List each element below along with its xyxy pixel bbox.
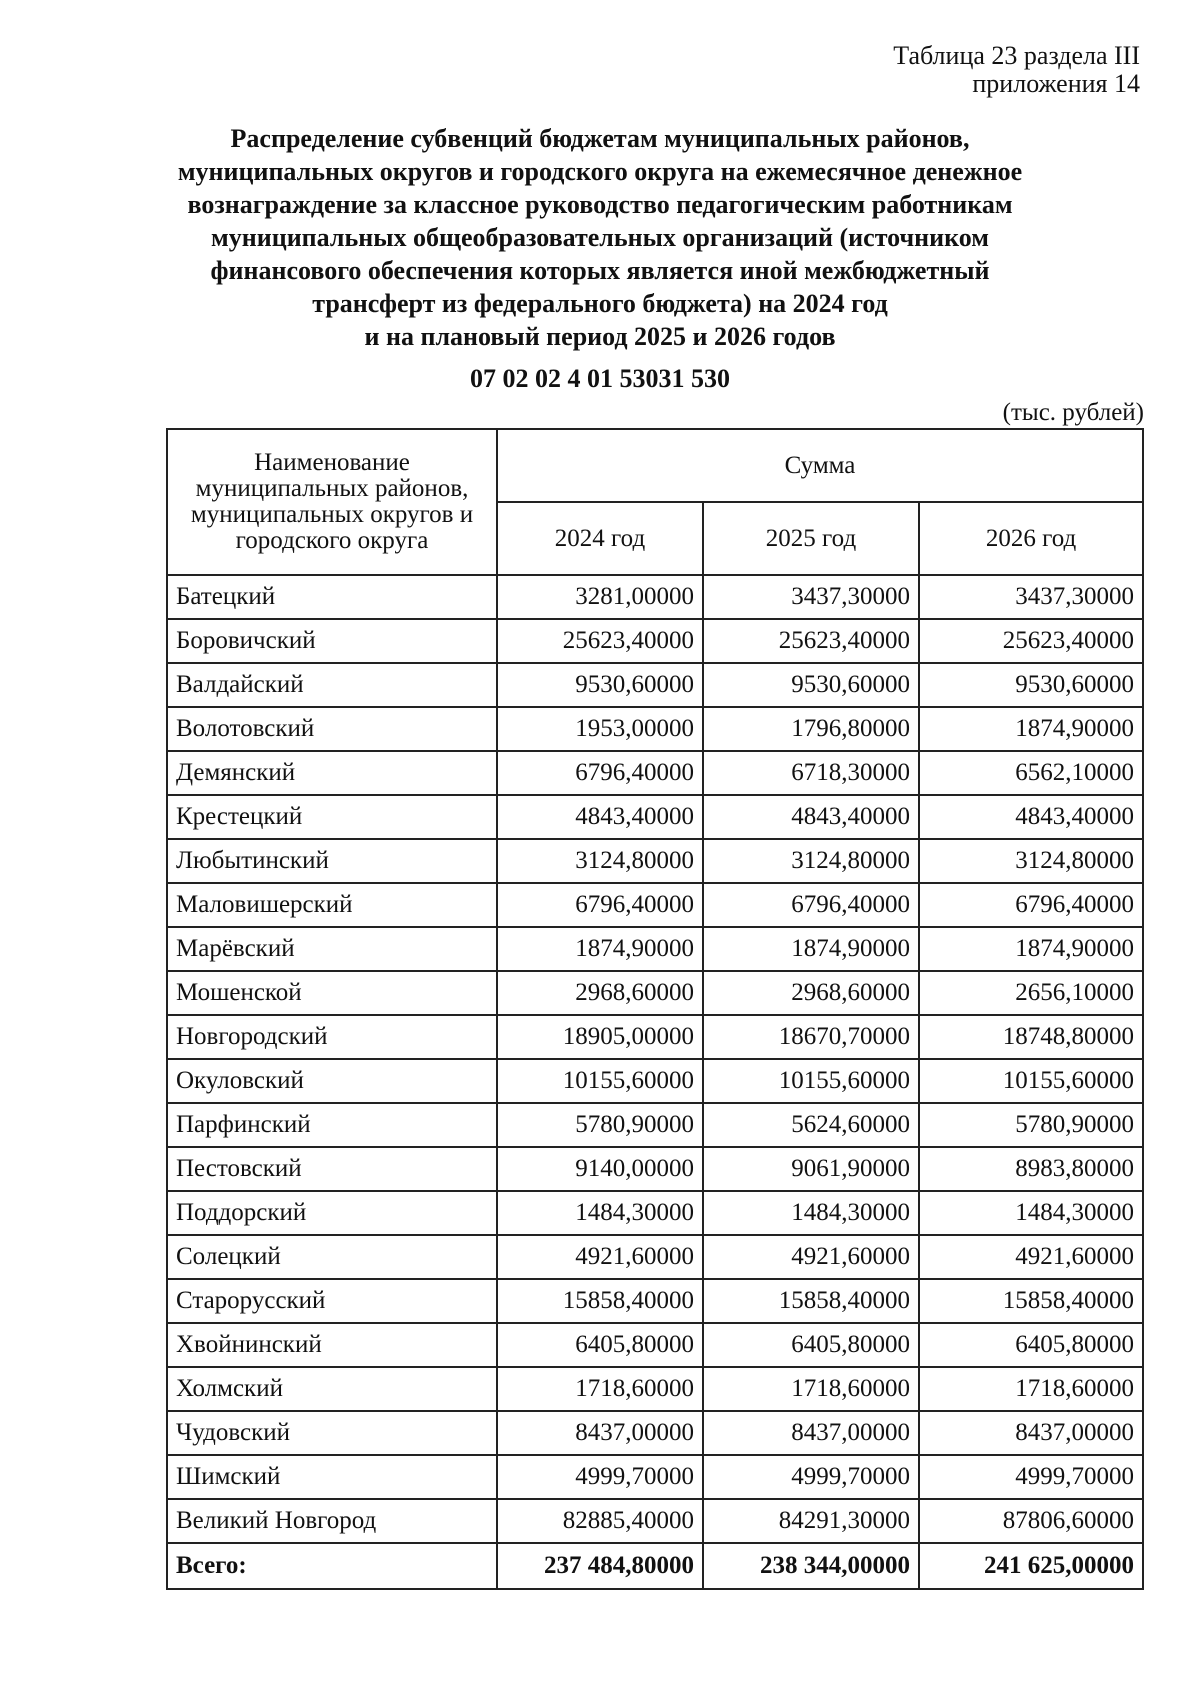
cell-district-name: Холмский [167,1367,497,1411]
cell-district-name: Старорусский [167,1279,497,1323]
total-2025: 238 344,00000 [703,1543,919,1589]
cell-2025: 84291,30000 [703,1499,919,1543]
cell-2026: 2656,10000 [919,971,1143,1015]
cell-2024: 4921,60000 [497,1235,703,1279]
cell-district-name: Волотовский [167,707,497,751]
cell-district-name: Парфинский [167,1103,497,1147]
cell-district-name: Поддорский [167,1191,497,1235]
table-row [167,751,1143,795]
cell-2025: 4999,70000 [703,1455,919,1499]
cell-2026: 6562,10000 [919,751,1143,795]
column-header-sum: Сумма [497,429,1143,502]
title-line: муниципальных округов и городского округа на ежемесячное денежное [177,157,1023,186]
table-row [167,927,1143,971]
cell-2026: 5780,90000 [919,1103,1143,1147]
cell-2024: 4843,40000 [497,795,703,839]
cell-2025: 3124,80000 [703,839,919,883]
table-row [167,795,1143,839]
table-row [167,1411,1143,1455]
document-title [150,122,1050,353]
cell-2025: 9530,60000 [703,663,919,707]
table-reference-line1: Таблица 23 раздела III [893,41,1140,70]
cell-2026: 4843,40000 [919,795,1143,839]
cell-2024: 15858,40000 [497,1279,703,1323]
table-body [167,575,1143,1543]
table-row [167,1499,1143,1543]
cell-2025: 6796,40000 [703,883,919,927]
title-line: и на плановый период 2025 и 2026 годов [364,322,836,351]
cell-2024: 9140,00000 [497,1147,703,1191]
table-row [167,1059,1143,1103]
cell-2026: 8983,80000 [919,1147,1143,1191]
cell-2024: 1953,00000 [497,707,703,751]
cell-district-name: Мошенской [167,971,497,1015]
cell-district-name: Окуловский [167,1059,497,1103]
cell-2025: 2968,60000 [703,971,919,1015]
title-line: финансового обеспечения которых является иной межбюджетный [210,256,990,285]
cell-2026: 3437,30000 [919,575,1143,619]
title-line: трансферт из федерального бюджета) на 2024 год [312,289,888,318]
cell-2024: 8437,00000 [497,1411,703,1455]
table-row [167,1015,1143,1059]
cell-2025: 1718,60000 [703,1367,919,1411]
cell-2025: 5624,60000 [703,1103,919,1147]
table-row [167,971,1143,1015]
cell-district-name: Батецкий [167,575,497,619]
cell-district-name: Крестецкий [167,795,497,839]
cell-district-name: Пестовский [167,1147,497,1191]
column-header-name: Наименование муниципальных районов, муниципальных округов и городского округа [167,429,497,575]
table-row [167,663,1143,707]
cell-2025: 1796,80000 [703,707,919,751]
cell-2026: 4921,60000 [919,1235,1143,1279]
cell-2025: 6405,80000 [703,1323,919,1367]
cell-2024: 1718,60000 [497,1367,703,1411]
cell-2025: 9061,90000 [703,1147,919,1191]
table-row [167,575,1143,619]
table-row [167,707,1143,751]
cell-2024: 1874,90000 [497,927,703,971]
table-row [167,1235,1143,1279]
table-header-row [167,429,1143,502]
cell-2026: 10155,60000 [919,1059,1143,1103]
cell-2025: 1484,30000 [703,1191,919,1235]
total-2026: 241 625,00000 [919,1543,1143,1589]
table-reference [893,42,1140,98]
cell-2025: 1874,90000 [703,927,919,971]
table-total-row [167,1543,1143,1589]
column-header-2024: 2024 год [497,502,703,575]
cell-district-name: Великий Новгород [167,1499,497,1543]
cell-2024: 82885,40000 [497,1499,703,1543]
cell-2024: 25623,40000 [497,619,703,663]
table-row [167,1367,1143,1411]
column-header-2025: 2025 год [703,502,919,575]
cell-2026: 1484,30000 [919,1191,1143,1235]
budget-classification-code: 07 02 02 4 01 53031 530 [470,364,730,393]
cell-district-name: Марёвский [167,927,497,971]
table-reference-line2: приложения 14 [972,69,1140,98]
title-line: вознаграждение за классное руководство педагогическим работникам [187,190,1013,219]
table-row [167,1279,1143,1323]
table-row [167,1323,1143,1367]
cell-2026: 1874,90000 [919,927,1143,971]
cell-2025: 15858,40000 [703,1279,919,1323]
cell-2026: 18748,80000 [919,1015,1143,1059]
cell-2024: 6796,40000 [497,751,703,795]
table-row [167,1147,1143,1191]
cell-district-name: Любытинский [167,839,497,883]
cell-district-name: Валдайский [167,663,497,707]
cell-2024: 4999,70000 [497,1455,703,1499]
title-line: муниципальных общеобразовательных организаций (источником [211,223,989,252]
table-row [167,883,1143,927]
cell-2025: 3437,30000 [703,575,919,619]
cell-2026: 3124,80000 [919,839,1143,883]
table-row [167,1455,1143,1499]
cell-2025: 4921,60000 [703,1235,919,1279]
cell-district-name: Маловишерский [167,883,497,927]
cell-2024: 1484,30000 [497,1191,703,1235]
cell-district-name: Солецкий [167,1235,497,1279]
cell-2026: 4999,70000 [919,1455,1143,1499]
cell-2025: 4843,40000 [703,795,919,839]
cell-2026: 15858,40000 [919,1279,1143,1323]
cell-2025: 25623,40000 [703,619,919,663]
cell-district-name: Хвойнинский [167,1323,497,1367]
cell-2025: 18670,70000 [703,1015,919,1059]
cell-district-name: Боровичский [167,619,497,663]
cell-2026: 8437,00000 [919,1411,1143,1455]
cell-2026: 9530,60000 [919,663,1143,707]
cell-district-name: Чудовский [167,1411,497,1455]
table-row [167,619,1143,663]
table-row [167,1191,1143,1235]
cell-2024: 18905,00000 [497,1015,703,1059]
cell-2024: 3281,00000 [497,575,703,619]
cell-district-name: Новгородский [167,1015,497,1059]
cell-2024: 3124,80000 [497,839,703,883]
cell-2024: 6796,40000 [497,883,703,927]
cell-2026: 25623,40000 [919,619,1143,663]
table-row [167,1103,1143,1147]
cell-2026: 6796,40000 [919,883,1143,927]
cell-2025: 6718,30000 [703,751,919,795]
cell-district-name: Шимский [167,1455,497,1499]
cell-2025: 8437,00000 [703,1411,919,1455]
cell-2025: 10155,60000 [703,1059,919,1103]
cell-2026: 87806,60000 [919,1499,1143,1543]
total-2024: 237 484,80000 [497,1543,703,1589]
table-row [167,839,1143,883]
cell-2024: 9530,60000 [497,663,703,707]
cell-district-name: Демянский [167,751,497,795]
cell-2024: 2968,60000 [497,971,703,1015]
cell-2026: 1874,90000 [919,707,1143,751]
cell-2026: 1718,60000 [919,1367,1143,1411]
subsidy-table [166,428,1144,1590]
cell-2024: 10155,60000 [497,1059,703,1103]
total-label: Всего: [167,1543,497,1589]
title-line: Распределение субвенций бюджетам муниципальных районов, [230,124,970,153]
cell-2024: 6405,80000 [497,1323,703,1367]
cell-2024: 5780,90000 [497,1103,703,1147]
cell-2026: 6405,80000 [919,1323,1143,1367]
units-label: (тыс. рублей) [1002,399,1144,426]
column-header-2026: 2026 год [919,502,1143,575]
